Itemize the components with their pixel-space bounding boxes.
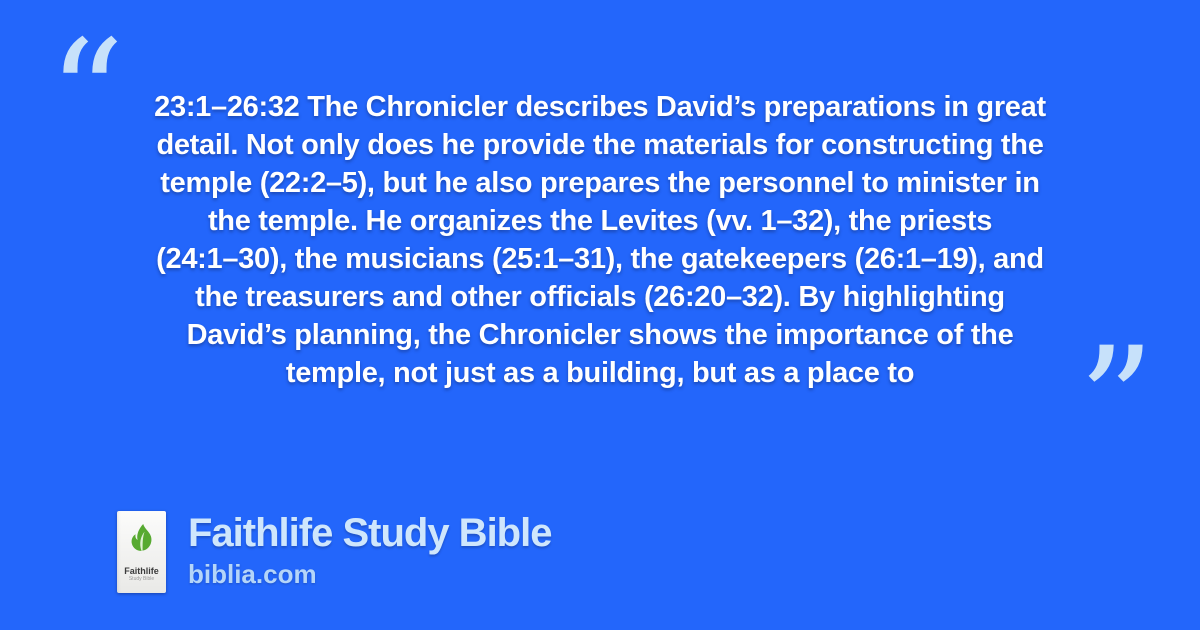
logo-sub-text: Study Bible <box>128 576 155 582</box>
site-url: biblia.com <box>188 559 317 589</box>
quote-line: (24:1–30), the musicians (25:1–31), the gatekeepers (26:1–19), and <box>156 243 1044 275</box>
faithlife-flame-icon <box>130 524 154 554</box>
quote-text-block <box>0 88 1200 392</box>
quote-line: the temple. He organizes the Levites (vv. 1–32), the priests <box>207 205 993 237</box>
quote-line: 23:1–26:32 The Chronicler describes David’s preparations in great <box>154 91 1046 123</box>
footer-text <box>188 511 551 588</box>
quote-line: detail. Not only does he provide the materials for constructing the <box>156 129 1044 161</box>
quote-line: temple (22:2–5), but he also prepares the personnel to minister in <box>160 167 1040 199</box>
quote-line: temple, not just as a building, but as a place to <box>285 357 915 389</box>
quote-line: David’s planning, the Chronicler shows the importance of the <box>186 319 1014 351</box>
opening-quote-mark-icon: “ <box>48 9 125 183</box>
logo-brand-text: Faithlife <box>124 566 159 576</box>
site-title: Faithlife Study Bible <box>188 511 552 555</box>
quote-line: the treasurers and other officials (26:20–32). By highlighting <box>195 281 1005 313</box>
faithlife-book-cover-logo <box>117 511 166 593</box>
branding-footer <box>117 511 551 593</box>
closing-quote-mark-icon: ” <box>1078 316 1155 490</box>
